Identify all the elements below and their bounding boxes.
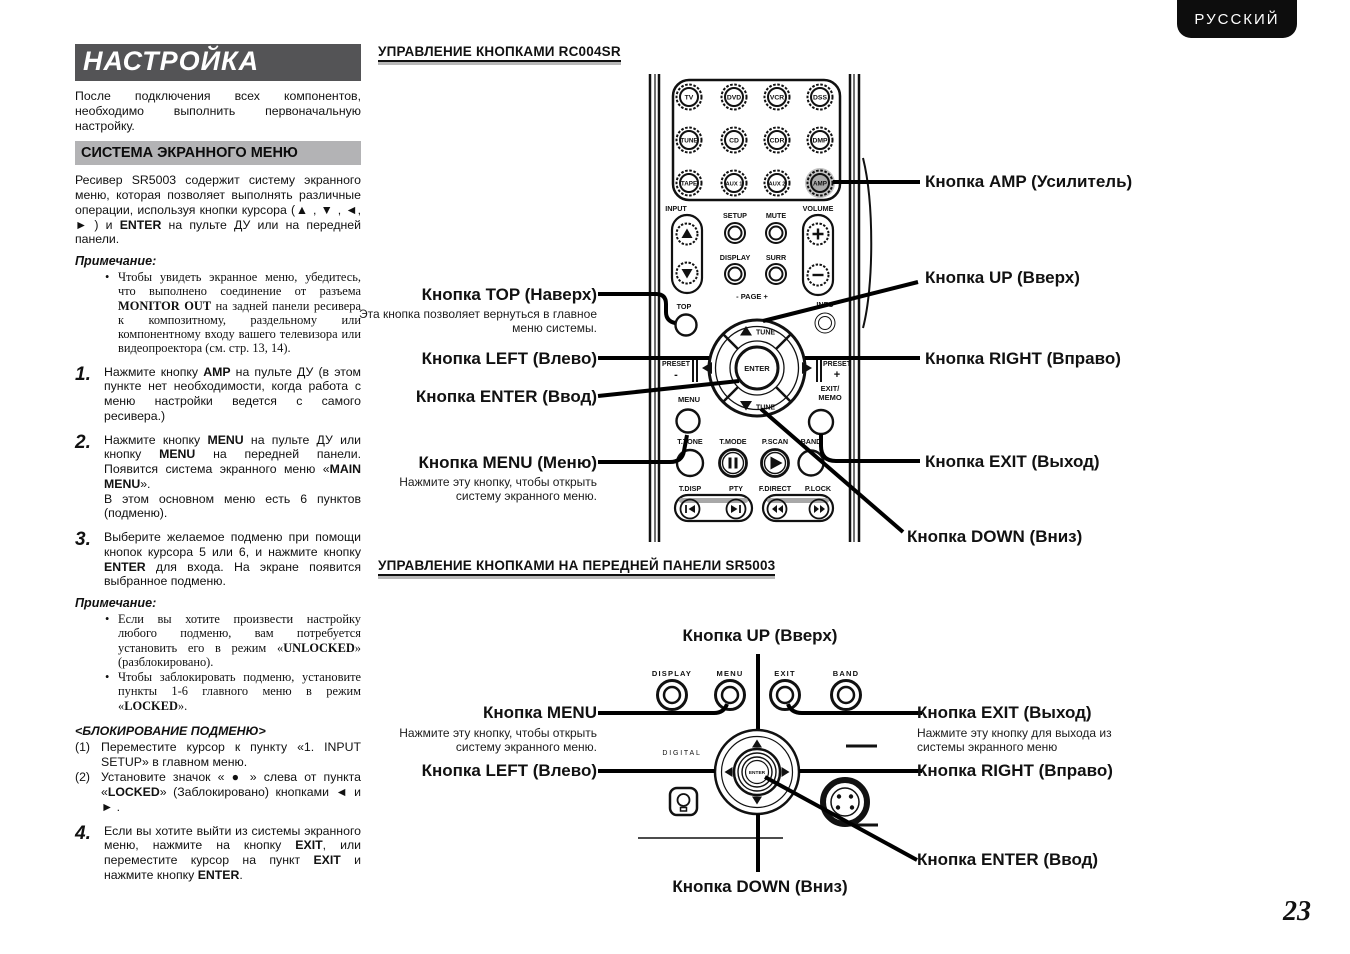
mute-label: MUTE <box>765 211 787 220</box>
callout-right-title: Кнопка RIGHT (Вправо) <box>925 349 1121 368</box>
display-label: DISPLAY <box>651 669 693 678</box>
t-tone-label: T.TONE <box>677 437 703 446</box>
step-4 <box>75 824 361 883</box>
surr-button <box>766 264 786 284</box>
remote-button-label: CD <box>729 137 739 145</box>
remote-button-amp <box>805 168 835 198</box>
callout-exit-title: Кнопка EXIT (Выход) <box>925 452 1100 471</box>
input-up-arrow-icon <box>682 229 693 239</box>
up-callout-line <box>763 282 918 321</box>
left-column <box>75 44 361 883</box>
callout-up-title: Кнопка UP (Вверх) <box>682 626 838 645</box>
input-label: INPUT <box>665 204 687 213</box>
callout-menu-title: Кнопка MENU <box>482 703 597 722</box>
pty-label: PTY <box>729 484 743 493</box>
exit-memo-label: MEMO <box>818 393 842 402</box>
language-tab-label: РУССКИЙ <box>1194 10 1280 28</box>
volume-plus-icon <box>813 229 824 240</box>
remote-button-label: DSS <box>813 94 827 102</box>
menu-label: MENU <box>716 669 744 678</box>
display-label: DISPLAY <box>719 253 751 262</box>
front-cursor-pad <box>715 730 799 814</box>
t-disp-label: T.DISP <box>678 484 702 493</box>
callout-down-title: Кнопка DOWN (Вниз) <box>907 527 1083 546</box>
lock-item-marker: (2) <box>75 770 91 785</box>
page-label: - PAGE + <box>736 292 768 301</box>
menu-callout-line <box>598 435 687 462</box>
callout-left-title: Кнопка LEFT (Влево) <box>421 349 597 368</box>
front-panel-section-heading: УПРАВЛЕНИЕ КНОПКАМИ НА ПЕРЕДНЕЙ ПАНЕЛИ SR5003 <box>378 558 775 576</box>
remote-button-label: CDR <box>769 137 785 145</box>
page-number: 23 <box>1283 896 1311 927</box>
callout-top-desc: Эта кнопка позволяет вернуться в главное меню системы. <box>358 307 597 336</box>
skip-scan-row <box>675 484 833 521</box>
menu-button <box>677 410 700 433</box>
callout-enter-title: Кнопка ENTER (Ввод) <box>415 387 597 406</box>
note-label: Примечание: <box>75 596 157 611</box>
callout-menu-desc: Нажмите эту кнопку, чтобы открыть систему экранного меню. <box>399 726 597 755</box>
pause-icon <box>729 458 732 469</box>
callout-exit-title: Кнопка EXIT (Выход) <box>917 703 1092 722</box>
step-number: 2. <box>75 431 91 453</box>
remote-button-label: DMP <box>812 137 828 145</box>
step-number: 1. <box>75 363 91 385</box>
note-list <box>75 270 361 356</box>
lock-item-text: Установите значок « ● » слева от пункта «LOCKED» (Заблокировано) кнопками ◄ и ► . <box>101 770 361 814</box>
callout-right-title: Кнопка RIGHT (Вправо) <box>917 761 1113 780</box>
callout-left-title: Кнопка LEFT (Влево) <box>421 761 597 780</box>
volume-label: VOLUME <box>802 204 834 213</box>
remote-section-heading: УПРАВЛЕНИЕ КНОПКАМИ RC004SR <box>378 44 621 62</box>
lock-item-1 <box>75 740 361 770</box>
callout-down-title: Кнопка DOWN (Вниз) <box>672 877 848 896</box>
callout-up-title: Кнопка UP (Вверх) <box>925 268 1080 287</box>
cursor-left-icon <box>702 362 712 374</box>
cursor-right-icon <box>802 362 812 374</box>
step-3 <box>75 530 361 589</box>
enter-callout-line <box>765 777 917 860</box>
menu-label: MENU <box>677 395 701 404</box>
lock-item-marker: (1) <box>75 739 91 754</box>
t-mode-label: T.MODE <box>719 437 747 446</box>
menu-button <box>716 681 745 710</box>
volume-rocker <box>803 215 833 295</box>
band-label: BAND <box>832 669 860 678</box>
step-1 <box>75 365 361 424</box>
remote-button-label: AUX 2 <box>768 181 786 188</box>
svg-text:+: + <box>833 369 841 381</box>
remote-button-label: DVD <box>726 94 742 102</box>
rewind-icon <box>772 505 777 513</box>
surr-label: SURR <box>765 253 787 262</box>
info-button <box>815 313 835 333</box>
front-panel-diagram <box>590 650 930 880</box>
pause-button <box>720 450 747 477</box>
setup-button <box>725 223 745 243</box>
enter-label: ENTER <box>744 364 770 373</box>
remote-control-diagram <box>590 60 930 560</box>
note-label: Примечание: <box>75 254 157 268</box>
info-label: INFO <box>816 300 834 309</box>
mute-button <box>766 223 786 243</box>
f-direct-label: F.DIRECT <box>758 484 792 493</box>
note-item: • Если вы хотите произвести настройку любого подменю, вам потребуется установить его в режим «UNLOCKED» (разблокировано). <box>105 612 361 669</box>
t-tone-button <box>677 450 703 476</box>
next-track-icon <box>731 505 738 513</box>
callout-top-title: Кнопка TOP (Наверх) <box>421 285 597 304</box>
remote-button-label: AUX 1 <box>725 181 743 188</box>
step-number: 3. <box>75 529 91 551</box>
exit-memo-button <box>809 410 833 434</box>
note-list <box>75 612 361 713</box>
optical-connector-icon <box>670 788 697 815</box>
lock-item-text: Переместите курсор к пункту «1. INPUT SETUP» в главном меню. <box>101 739 361 769</box>
input-down-arrow-icon <box>682 269 693 279</box>
step-2 <box>75 433 361 522</box>
callout-exit-desc: Нажмите эту кнопку для выхода из системы экранного меню <box>917 726 1112 755</box>
svg-text:-: - <box>674 369 678 381</box>
exit-button <box>771 681 800 710</box>
p-lock-label: P.LOCK <box>804 484 832 493</box>
language-tab <box>1177 0 1297 38</box>
input-rocker <box>672 215 702 293</box>
step-text: Нажмите кнопку MENU на пульте ДУ или кнопку MENU на передней панели. Появится система экранного меню «MAIN MENU». В этом основном меню есть 6 пунктов (подменю). <box>104 432 361 521</box>
setup-label: SETUP <box>723 211 747 220</box>
remote-button-label: VCR <box>769 94 785 102</box>
play-button <box>762 450 789 477</box>
intro-paragraph: После подключения всех компонентов, необходимо выполнить первоначальную настройку. <box>75 89 361 133</box>
display-button <box>658 681 687 710</box>
callout-enter-title: Кнопка ENTER (Ввод) <box>917 850 1099 869</box>
fast-forward-icon <box>814 505 819 513</box>
remote-button-label: TUNE <box>680 137 698 145</box>
section-intro: Ресивер SR5003 содержит систему экранного меню, которая позволяет выполнять различные операции, используя кнопки курсора (▲ , ▼ , ◄, ► ) и ENTER на пульте ДУ или на передней панели. <box>75 173 361 247</box>
remote-cursor-pad <box>702 320 812 416</box>
step-text: Нажмите кнопку AMP на пульте ДУ (в этом пункте нет необходимости, когда работа с меню настройки ведется с самого ресивера.) <box>104 364 361 423</box>
note-item: • Чтобы заблокировать подменю, установите пункты 1-6 главного меню в режим «LOCKED». <box>105 670 361 713</box>
exit-memo-label: EXIT/ <box>820 384 840 393</box>
digital-label: DIGITAL <box>662 750 702 757</box>
band-label: BAND <box>800 437 822 446</box>
lock-item-2 <box>75 770 361 814</box>
step-text: Выберите желаемое подменю при помощи кнопок курсора 5 или 6, и нажмите кнопку ENTER для входа. На экране появится выбранное подменю. <box>104 530 361 589</box>
play-icon <box>771 457 783 470</box>
remote-button-label: TAPE <box>680 180 698 188</box>
top-callout-line <box>598 294 675 323</box>
exit-callout-line <box>821 434 920 461</box>
display-button <box>725 264 745 284</box>
s-video-connector-icon <box>823 780 867 824</box>
p-scan-label: P.SCAN <box>761 437 789 446</box>
page-title: НАСТРОЙКА <box>75 44 361 81</box>
remote-button-label: AMP <box>813 180 827 188</box>
tune-down-label: TUNE <box>756 404 776 412</box>
callout-menu-title: Кнопка MENU (Меню) <box>418 453 597 472</box>
enter-label: ENTER <box>748 771 766 776</box>
submenu-lock-heading: <БЛОКИРОВАНИЕ ПОДМЕНЮ> <box>75 723 266 738</box>
callout-menu-desc: Нажмите эту кнопку, чтобы открыть систему экранного меню. <box>399 475 597 504</box>
svg-text:PRESET: PRESET <box>661 361 691 368</box>
step-number: 4. <box>75 822 91 844</box>
note-item: • Чтобы увидеть экранное меню, убедитесь, что выполнено соединение от разъема MONITOR OUT на задней панели ресивера к композитному, раздельному или компонентному входу вашего телевизора или видеопроектора (см. стр. 13, 14). <box>105 270 361 356</box>
band-button <box>832 681 861 710</box>
remote-input-volume-block <box>665 204 833 301</box>
svg-text:PRESET: PRESET <box>822 361 852 368</box>
callout-amp-title: Кнопка AMP (Усилитель) <box>925 172 1133 191</box>
exit-label: EXIT <box>774 669 796 678</box>
top-button <box>676 315 697 336</box>
step-text: Если вы хотите выйти из системы экранного меню, нажмите на кнопку EXIT, или переместите курсор на пункт EXIT и нажмите кнопку ENTER. <box>104 823 361 882</box>
tune-up-label: TUNE <box>756 329 776 337</box>
top-label: TOP <box>676 302 692 311</box>
section-header: СИСТЕМА ЭКРАННОГО МЕНЮ <box>75 141 361 165</box>
remote-button-label: TV <box>684 94 694 102</box>
prev-track-icon <box>689 505 696 513</box>
